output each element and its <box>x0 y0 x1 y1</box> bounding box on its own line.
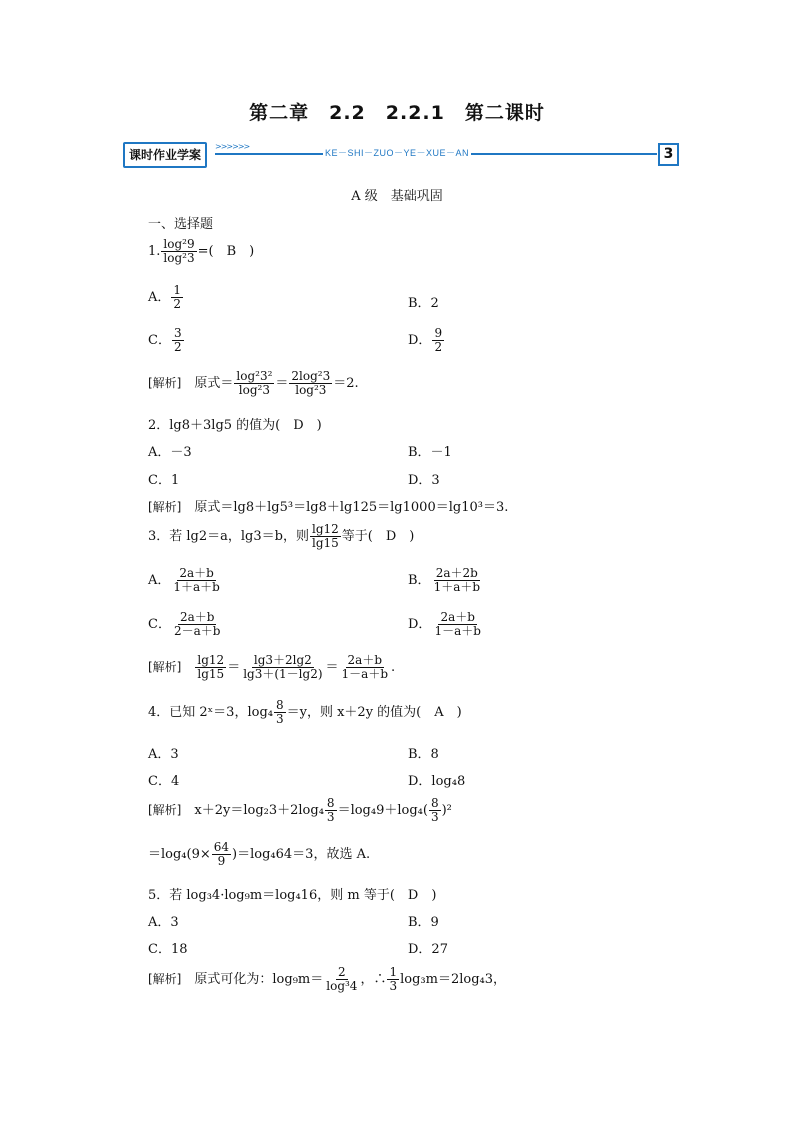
q4-option-b: B．8 <box>408 747 439 762</box>
q4-solution: [解析] x＋2y＝log₂3＋2log₄ $\frac{8}{3}$ ＝log₄9＋log₄( $\frac{8}{3}$ )² <box>148 796 452 824</box>
banner-pinyin: KE－SHI－ZUO－YE－XUE－AN <box>325 148 470 158</box>
q5-option-a: A．3 <box>148 915 179 930</box>
chevrons-icon: >>>>>> <box>215 142 250 151</box>
question-4: 4．已知 2ˣ＝3，log₄ $\frac{8}{3}$ ＝y，则 x＋2y 的值为( A ) <box>148 698 462 726</box>
banner-label: 课时作业学案 <box>123 142 207 168</box>
question-3: 3．若 lg2＝a，lg3＝b，则 $\frac{\lg 12}{\lg 15}$ 等于( D ) <box>148 522 415 550</box>
q2-option-b: B．－1 <box>408 445 452 460</box>
q4-solution-line-2: ＝log₄(9× $\frac{64}{9}$ )＝log₄64＝3，故选 A. <box>148 840 371 868</box>
q4-option-d: D．log₄8 <box>408 774 466 789</box>
q4-option-c: C．4 <box>148 774 180 789</box>
q3-option-c: C． $\frac{2a+b}{2-a+b}$ <box>148 610 221 638</box>
q5-option-d: D．27 <box>408 942 448 957</box>
q5-solution: [解析] 原式可化为：log₉m＝ $\frac{2}{\text{log³4}}$ ，∴ $\frac{1}{3}$ log₃m＝2log₄3， <box>148 965 507 993</box>
q3-option-b: B． $\frac{2a+2b}{1+a+b}$ <box>408 566 481 594</box>
q2-solution: [解析] 原式＝lg8＋lg5³＝lg8＋lg125＝lg1000＝lg10³＝3. <box>148 500 509 515</box>
page-title: 第二章 2.2 2.2.1 第二课时 <box>249 102 545 124</box>
q1-option-b: B．2 <box>408 296 439 311</box>
q1-number: 1. <box>148 244 161 259</box>
section-banner <box>123 140 679 170</box>
level-heading: A 级 基础巩固 <box>351 189 443 204</box>
question-1 <box>148 238 254 265</box>
question-2: 2．lg8＋3lg5 的值为( D ) <box>148 418 322 433</box>
q3-solution: [解析] $\frac{\lg 12}{\lg 15}$ ＝ $\frac{\lg 3+2\lg 2}{\lg 3+(1-\lg 2)}$ ＝ $\frac{2a+b}{1-a+b}$ . <box>148 653 396 681</box>
q2-option-d: D．3 <box>408 473 440 488</box>
q1-option-c: C． $\frac{3}{2}$ <box>148 326 182 354</box>
q1-option-d: D． $\frac{9}{2}$ <box>408 326 443 354</box>
q3-option-d: D． $\frac{2a+b}{1-a+b}$ <box>408 610 481 638</box>
q1-solution: [解析] 原式＝ $\frac{\text{log²3²}}{\text{log²3}}$ ＝ $\frac{\text{2log²3}}{\text{log²3}}$ ＝2. <box>148 369 359 397</box>
section-heading: 一、选择题 <box>148 217 214 232</box>
banner-number: 3 <box>658 143 679 166</box>
q5-option-b: B．9 <box>408 915 439 930</box>
q5-option-c: C．18 <box>148 942 188 957</box>
q1-option-a: A． $\frac{1}{2}$ <box>148 283 182 311</box>
q2-option-c: C．1 <box>148 473 180 488</box>
q1-answer: =( B ) <box>197 244 255 259</box>
q1-fraction: $\frac{\text{log²9}}{\text{log²3}}$ <box>163 237 195 265</box>
q4-option-a: A．3 <box>148 747 179 762</box>
q2-option-a: A．－3 <box>148 445 192 460</box>
analysis-tag: [解析] <box>148 376 182 390</box>
question-5: 5．若 log₃4·log₉m＝log₄16，则 m 等于( D ) <box>148 888 437 903</box>
q3-option-a: A． $\frac{2a+b}{1+a+b}$ <box>148 566 220 594</box>
